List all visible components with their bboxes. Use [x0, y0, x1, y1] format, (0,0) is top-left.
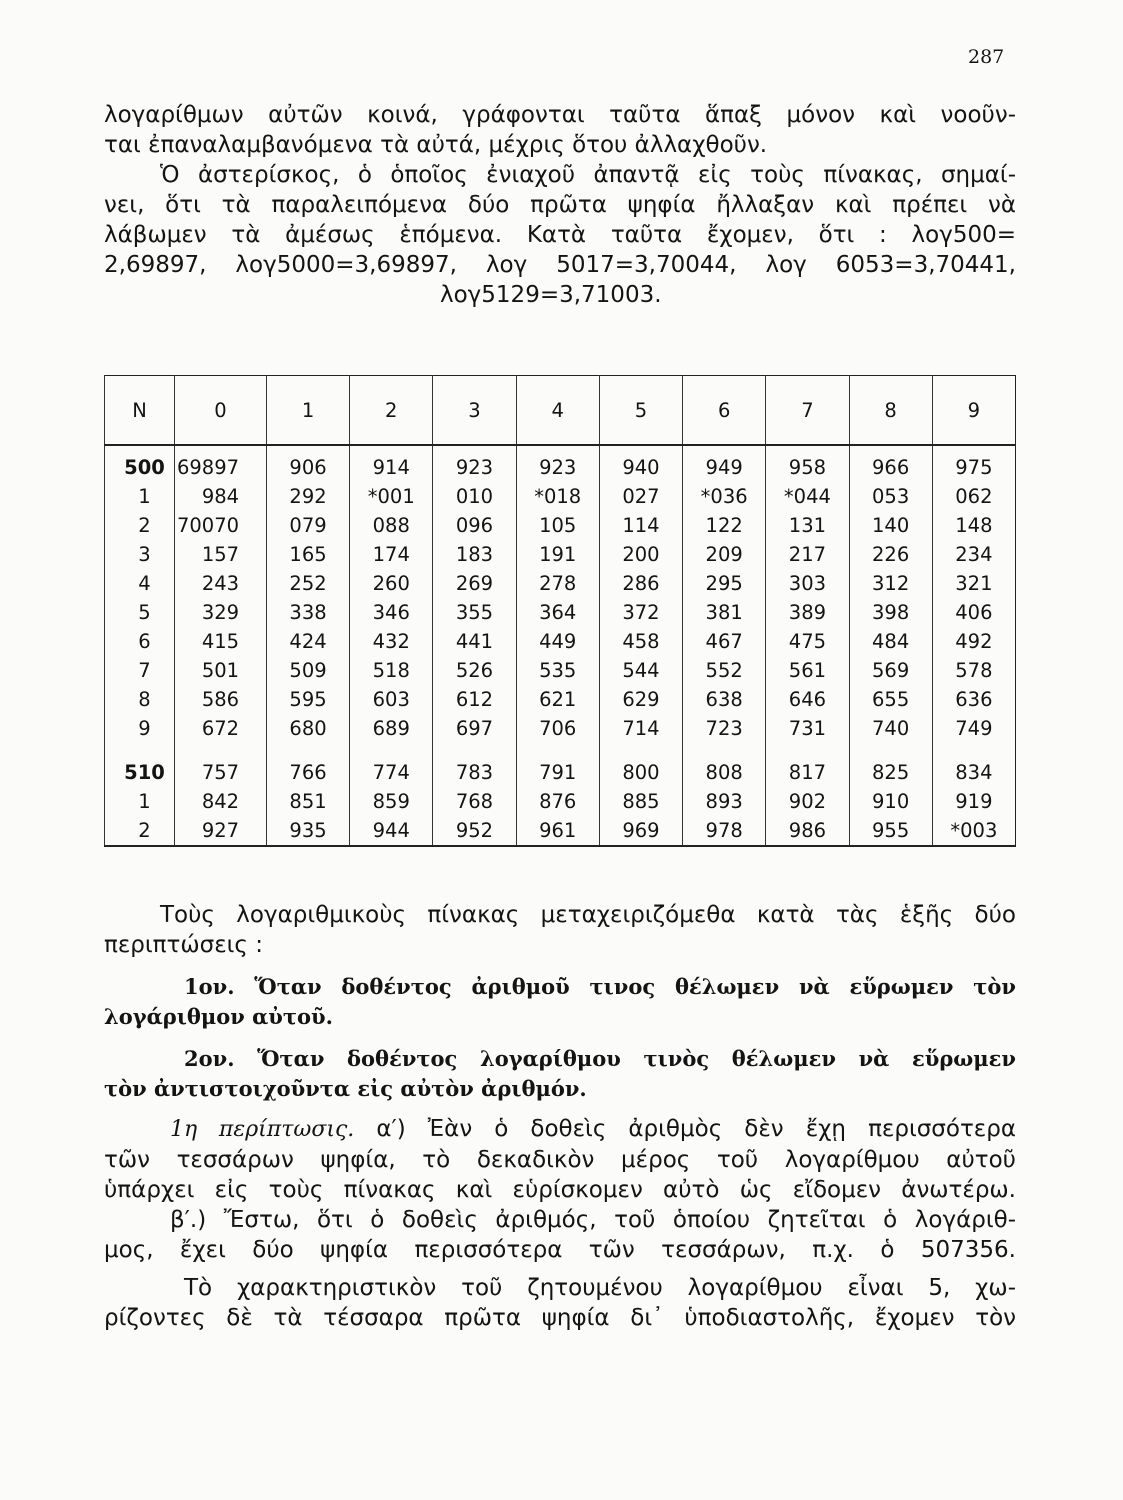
table-row: [105, 445, 1016, 482]
table-cell: 398: [849, 598, 932, 627]
table-cell: 372: [599, 598, 682, 627]
page-number: 287: [968, 46, 1005, 68]
text-line: 2,69897, λογ5000=3,69897, λογ 5017=3,70044, λογ 6053=3,70441,: [104, 252, 1016, 278]
table-row: [105, 511, 1016, 540]
text-line: μος, ἔχει δύο ψηφία περισσότερα τῶν τεσσάρων, π.χ. ὁ 507356.: [104, 1237, 1016, 1263]
table-cell: 234: [932, 540, 1015, 569]
text-line: ρίζοντες δὲ τὰ τέσσαρα πρῶτα ψηφία δι᾽ ὑποδιαστολῆς, ἔχομεν τὸν: [104, 1305, 1016, 1331]
header-cell: 5: [599, 376, 682, 446]
table-row: [105, 569, 1016, 598]
table-row: [105, 743, 1016, 787]
header-cell: N: [105, 376, 175, 446]
table-cell: 492: [932, 627, 1015, 656]
row-label-cell: 1: [105, 482, 175, 511]
text-line: Τὸ χαρακτηριστικὸν τοῦ ζητουμένου λογαρίθμου εἶναι 5, χω-: [184, 1275, 1016, 1301]
table-cell: 842: [174, 787, 266, 816]
first-case-line: [104, 1114, 1016, 1145]
table-cell: 680: [266, 714, 349, 743]
table-cell: 027: [599, 482, 682, 511]
table-cell: 636: [932, 685, 1015, 714]
text-line: ται ἐπαναλαμβανόμενα τὰ αὐτά, μέχρις ὅτου ἀλλαχθοῦν.: [104, 132, 768, 158]
header-cell: 1: [266, 376, 349, 446]
logarithm-table: [104, 375, 1016, 873]
table-row: [105, 627, 1016, 656]
table-cell: 69897: [174, 445, 266, 482]
row-label-cell: 6: [105, 627, 175, 656]
table-cell: 406: [932, 598, 1015, 627]
table-cell: 458: [599, 627, 682, 656]
text-line: λάβωμεν τὰ ἀμέσως ἑπόμενα. Κατὰ ταῦτα ἔχομεν, ὅτι : λογ500=: [104, 222, 1016, 248]
table-cell: 432: [350, 627, 433, 656]
table-cell: 927: [174, 816, 266, 846]
table-cell: 544: [599, 656, 682, 685]
table-cell: 961: [516, 816, 599, 846]
table-cell: 586: [174, 685, 266, 714]
table-header-row: [105, 376, 1016, 446]
table-cell: 966: [849, 445, 932, 482]
table-cell: 526: [433, 656, 516, 685]
table-cell: 122: [683, 511, 766, 540]
table-cell: 817: [766, 743, 849, 787]
table-cell: 509: [266, 656, 349, 685]
table-cell: 774: [350, 743, 433, 787]
table-cell: 885: [599, 787, 682, 816]
table-cell: 949: [683, 445, 766, 482]
table-cell: 919: [932, 787, 1015, 816]
header-cell: 7: [766, 376, 849, 446]
case-one-title: 1ον. Ὅταν δοθέντος ἀριθμοῦ τινος θέλωμεν νὰ εὕρωμεν τὸν: [184, 974, 1016, 999]
text-line: περιπτώσεις :: [104, 932, 263, 958]
row-label-cell: 2: [105, 511, 175, 540]
table-cell: 295: [683, 569, 766, 598]
table-cell: 646: [766, 685, 849, 714]
table-cell: 697: [433, 714, 516, 743]
table-cell: 501: [174, 656, 266, 685]
table-cell: 731: [766, 714, 849, 743]
text-line: Ὁ ἀστερίσκος, ὁ ὁποῖος ἐνιαχοῦ ἀπαντᾷ εἰς τοὺς πίνακας, σημαί-: [160, 162, 1016, 188]
table-cell: 252: [266, 569, 349, 598]
table-cell: 876: [516, 787, 599, 816]
text-line: νει, ὅτι τὰ παραλειπόμενα δύο πρῶτα ψηφία ἤλλαξαν καὶ πρέπει νὰ: [104, 192, 1016, 218]
table-cell: 148: [932, 511, 1015, 540]
table-cell: 638: [683, 685, 766, 714]
row-label-cell: 9: [105, 714, 175, 743]
table-cell: 800: [599, 743, 682, 787]
row-label-cell: 7: [105, 656, 175, 685]
table-cell: 569: [849, 656, 932, 685]
table-cell: 449: [516, 627, 599, 656]
header-cell: 8: [849, 376, 932, 446]
text-line: β′.) Ἔστω, ὅτι ὁ δοθεὶς ἀριθμός, τοῦ ὁποίου ζητεῖται ὁ λογάριθ-: [170, 1207, 1016, 1233]
table-cell: 952: [433, 816, 516, 846]
text-line: λογαρίθμων αὐτῶν κοινά, γράφονται ταῦτα ἅπαξ μόνον καὶ νοοῦν-: [104, 102, 1016, 128]
table-cell: 969: [599, 816, 682, 846]
header-cell: 2: [350, 376, 433, 446]
table-cell: 165: [266, 540, 349, 569]
table-cell: 923: [516, 445, 599, 482]
table-cell: 791: [516, 743, 599, 787]
first-case-label: 1η περίπτωσις.: [170, 1117, 355, 1142]
table-cell: 906: [266, 445, 349, 482]
table-cell: 518: [350, 656, 433, 685]
table-cell: 749: [932, 714, 1015, 743]
table-cell: *018: [516, 482, 599, 511]
table-cell: 578: [932, 656, 1015, 685]
table-cell: 740: [849, 714, 932, 743]
table-cell: 910: [849, 787, 932, 816]
table-cell: 808: [683, 743, 766, 787]
table-cell: *044: [766, 482, 849, 511]
row-label-cell: 3: [105, 540, 175, 569]
table-cell: 286: [599, 569, 682, 598]
table-cell: 851: [266, 787, 349, 816]
table-cell: 723: [683, 714, 766, 743]
case-two-title-cont: τὸν ἀντιστοιχοῦντα εἰς αὐτὸν ἀριθμόν.: [104, 1076, 587, 1101]
table-cell: 825: [849, 743, 932, 787]
table-cell: 893: [683, 787, 766, 816]
table-cell: 183: [433, 540, 516, 569]
table-cell: 475: [766, 627, 849, 656]
first-case-text: α′) Ἐὰν ὁ δοθεὶς ἀριθμὸς δὲν ἔχῃ περισσότερα: [376, 1116, 1016, 1142]
usage-paragraph: [104, 900, 1016, 1333]
table-row: [105, 598, 1016, 627]
row-label-cell: 1: [105, 787, 175, 816]
table-cell: 612: [433, 685, 516, 714]
table-cell: 321: [932, 569, 1015, 598]
table-cell: 757: [174, 743, 266, 787]
table-cell: 174: [350, 540, 433, 569]
table-cell: 292: [266, 482, 349, 511]
header-cell: 3: [433, 376, 516, 446]
table-body: [105, 445, 1016, 846]
table-cell: 484: [849, 627, 932, 656]
table-cell: *036: [683, 482, 766, 511]
table-cell: 766: [266, 743, 349, 787]
table-cell: 278: [516, 569, 599, 598]
table-cell: 768: [433, 787, 516, 816]
row-label-cell: 510: [105, 743, 175, 787]
table-cell: 902: [766, 787, 849, 816]
table-cell: 329: [174, 598, 266, 627]
table-cell: 621: [516, 685, 599, 714]
table-row: [105, 714, 1016, 743]
table-row: [105, 656, 1016, 685]
table-cell: 364: [516, 598, 599, 627]
table-cell: 200: [599, 540, 682, 569]
table-cell: *001: [350, 482, 433, 511]
table-cell: 243: [174, 569, 266, 598]
case-two-title: 2ον. Ὅταν δοθέντος λογαρίθμου τινὸς θέλωμεν νὰ εὕρωμεν: [184, 1046, 1016, 1071]
table-cell: 955: [849, 816, 932, 846]
text-line: τῶν τεσσάρων ψηφία, τὸ δεκαδικὸν μέρος τοῦ λογαρίθμου αὐτοῦ: [104, 1147, 1016, 1173]
table-cell: 079: [266, 511, 349, 540]
table-cell: 672: [174, 714, 266, 743]
table-cell: 088: [350, 511, 433, 540]
text-line: λογ5129=3,71003.: [440, 282, 662, 308]
table-row: [105, 816, 1016, 846]
table-cell: 114: [599, 511, 682, 540]
table-cell: 561: [766, 656, 849, 685]
table-cell: 940: [599, 445, 682, 482]
log-table: [104, 375, 1016, 847]
case-one-title-cont: λογάριθμον αὐτοῦ.: [104, 1004, 333, 1029]
row-label-cell: 4: [105, 569, 175, 598]
text-line: ὑπάρχει εἰς τοὺς πίνακας καὶ εὑρίσκομεν αὐτὸ ὡς εἴδομεν ἀνωτέρω.: [104, 1177, 1016, 1203]
header-cell: 9: [932, 376, 1015, 446]
table-cell: 958: [766, 445, 849, 482]
table-cell: 209: [683, 540, 766, 569]
header-cell: 0: [174, 376, 266, 446]
table-cell: 984: [174, 482, 266, 511]
table-row: [105, 540, 1016, 569]
table-cell: 70070: [174, 511, 266, 540]
table-cell: 191: [516, 540, 599, 569]
table-cell: 603: [350, 685, 433, 714]
table-cell: 424: [266, 627, 349, 656]
table-cell: 381: [683, 598, 766, 627]
table-cell: 655: [849, 685, 932, 714]
row-label-cell: 5: [105, 598, 175, 627]
table-cell: 105: [516, 511, 599, 540]
table-cell: 595: [266, 685, 349, 714]
table-cell: 346: [350, 598, 433, 627]
table-cell: 131: [766, 511, 849, 540]
table-cell: 944: [350, 816, 433, 846]
table-cell: 053: [849, 482, 932, 511]
table-cell: 978: [683, 816, 766, 846]
table-cell: 226: [849, 540, 932, 569]
table-cell: 269: [433, 569, 516, 598]
table-cell: 975: [932, 445, 1015, 482]
table-cell: 157: [174, 540, 266, 569]
table-cell: 312: [849, 569, 932, 598]
table-row: [105, 482, 1016, 511]
text-line: Τοὺς λογαριθμικοὺς πίνακας μεταχειριζόμεθα κατὰ τὰς ἑξῆς δύο: [160, 902, 1016, 928]
table-cell: 260: [350, 569, 433, 598]
table-cell: 859: [350, 787, 433, 816]
table-cell: 914: [350, 445, 433, 482]
table-cell: 783: [433, 743, 516, 787]
table-cell: 303: [766, 569, 849, 598]
table-cell: 552: [683, 656, 766, 685]
table-cell: 706: [516, 714, 599, 743]
row-label-cell: 2: [105, 816, 175, 846]
row-label-cell: 500: [105, 445, 175, 482]
table-cell: 935: [266, 816, 349, 846]
intro-paragraph: [104, 100, 1016, 310]
table-cell: *003: [932, 816, 1015, 846]
table-cell: 535: [516, 656, 599, 685]
table-cell: 096: [433, 511, 516, 540]
table-cell: 714: [599, 714, 682, 743]
table-cell: 389: [766, 598, 849, 627]
table-cell: 415: [174, 627, 266, 656]
table-cell: 338: [266, 598, 349, 627]
table-cell: 140: [849, 511, 932, 540]
table-cell: 986: [766, 816, 849, 846]
table-cell: 923: [433, 445, 516, 482]
table-cell: 689: [350, 714, 433, 743]
table-row: [105, 685, 1016, 714]
table-row: [105, 787, 1016, 816]
table-cell: 010: [433, 482, 516, 511]
table-cell: 467: [683, 627, 766, 656]
table-cell: 217: [766, 540, 849, 569]
table-cell: 441: [433, 627, 516, 656]
table-cell: 355: [433, 598, 516, 627]
row-label-cell: 8: [105, 685, 175, 714]
table-cell: 834: [932, 743, 1015, 787]
table-cell: 062: [932, 482, 1015, 511]
header-cell: 6: [683, 376, 766, 446]
header-cell: 4: [516, 376, 599, 446]
table-cell: 629: [599, 685, 682, 714]
